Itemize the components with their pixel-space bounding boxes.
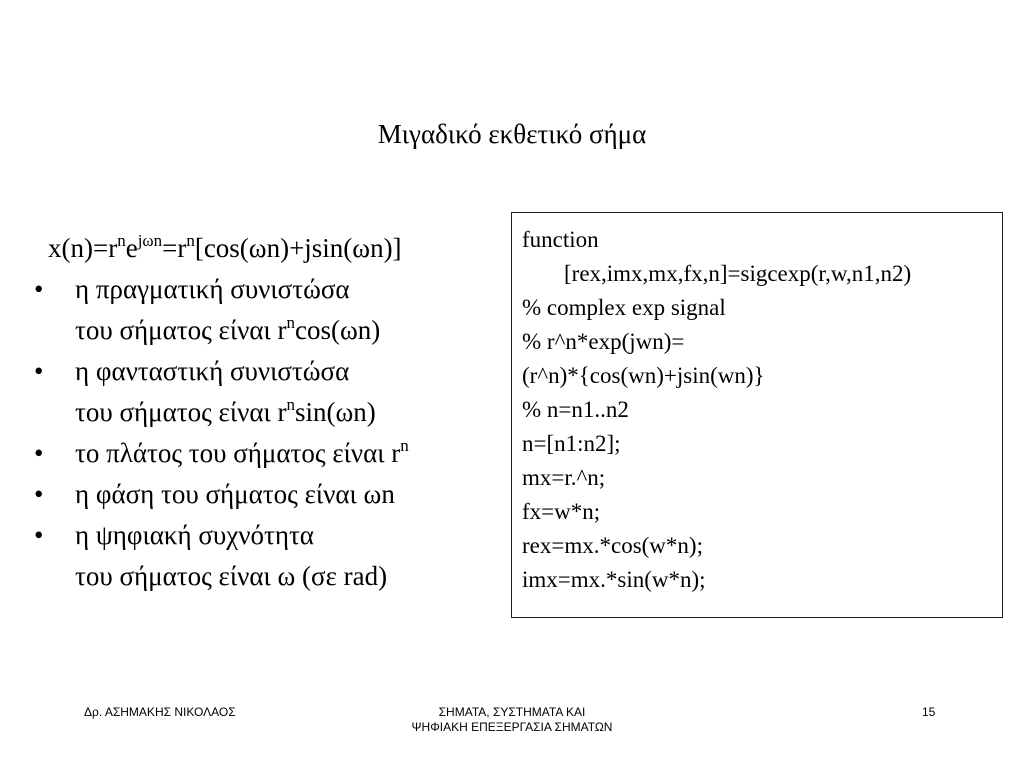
- complex-exponential-formula: [34, 228, 509, 269]
- formula-superscript: n: [117, 231, 126, 250]
- bullet-text: η φάση του σήματος είναι ωn: [75, 479, 395, 509]
- bullet-text-continued: του σήματος είναι $r^n\cos(\omega n)$: [75, 313, 381, 345]
- formula-part: [cos(ωn)+jsin(ωn)]: [194, 233, 402, 263]
- footer-course-title: [362, 705, 662, 735]
- code-line: % r^n*exp(jwn)=: [522, 329, 685, 354]
- code-line: [rex,imx,mx,fx,n]=sigcexp(r,w,n1,n2): [564, 261, 912, 286]
- formula-part: e: [125, 233, 138, 263]
- code-line: rex=mx.*cos(w*n);: [522, 533, 703, 558]
- bullet-dot: •: [34, 479, 44, 509]
- footer-page-number: 15: [922, 705, 936, 719]
- bullet-text: το πλάτος του σήματος είναι $r^n$: [75, 436, 409, 468]
- code-line: function: [522, 227, 599, 252]
- bullet-text: η πραγματική συνιστώσα: [75, 274, 350, 304]
- code-line: (r^n)*{cos(wn)+jsin(wn)}: [522, 363, 765, 388]
- footer-course-line: ΨΗΦΙΑΚΗ ΕΠΕΞΕΡΓΑΣΙΑ ΣΗΜΑΤΩΝ: [411, 720, 613, 734]
- bullet-dot: •: [34, 274, 44, 304]
- bullet-imaginary-part: [34, 351, 509, 433]
- code-line: mx=r.^n;: [522, 465, 606, 490]
- footer-course-line: ΣΗΜΑΤΑ, ΣΥΣΤΗΜΑΤΑ ΚΑΙ: [438, 705, 586, 719]
- bullet-amplitude: [34, 433, 509, 474]
- formula-part: =r: [162, 233, 187, 263]
- bullet-dot: •: [34, 356, 44, 386]
- content-list: [34, 228, 509, 597]
- bullet-text-continued: του σήματος είναι ω (σε rad): [75, 561, 388, 591]
- footer-author: Δρ. ΑΣΗΜΑΚΗΣ ΝΙΚΟΛΑΟΣ: [84, 705, 236, 719]
- bullet-frequency: [34, 515, 509, 597]
- bullet-real-part: [34, 269, 509, 351]
- formula-part: x(n)=r: [48, 233, 118, 263]
- code-line: fx=w*n;: [522, 499, 601, 524]
- slide-title: Μιγαδικό εκθετικό σήμα: [377, 119, 647, 149]
- bullet-dot: •: [34, 520, 44, 550]
- code-line: % n=n1..n2: [522, 397, 629, 422]
- bullet-text: η ψηφιακή συχνότητα: [75, 520, 314, 550]
- matlab-code-box: [511, 212, 1003, 618]
- code-line: imx=mx.*sin(w*n);: [522, 567, 706, 592]
- formula-superscript: n: [186, 231, 195, 250]
- bullet-dot: •: [34, 438, 44, 468]
- bullet-text-continued: του σήματος είναι $r^n\sin(\omega n)$: [75, 395, 376, 427]
- bullet-phase: [34, 474, 509, 515]
- bullet-text: η φανταστική συνιστώσα: [75, 356, 350, 386]
- code-line: n=[n1:n2];: [522, 431, 621, 456]
- formula-superscript: jωn: [137, 231, 163, 250]
- code-line: % complex exp signal: [522, 295, 726, 320]
